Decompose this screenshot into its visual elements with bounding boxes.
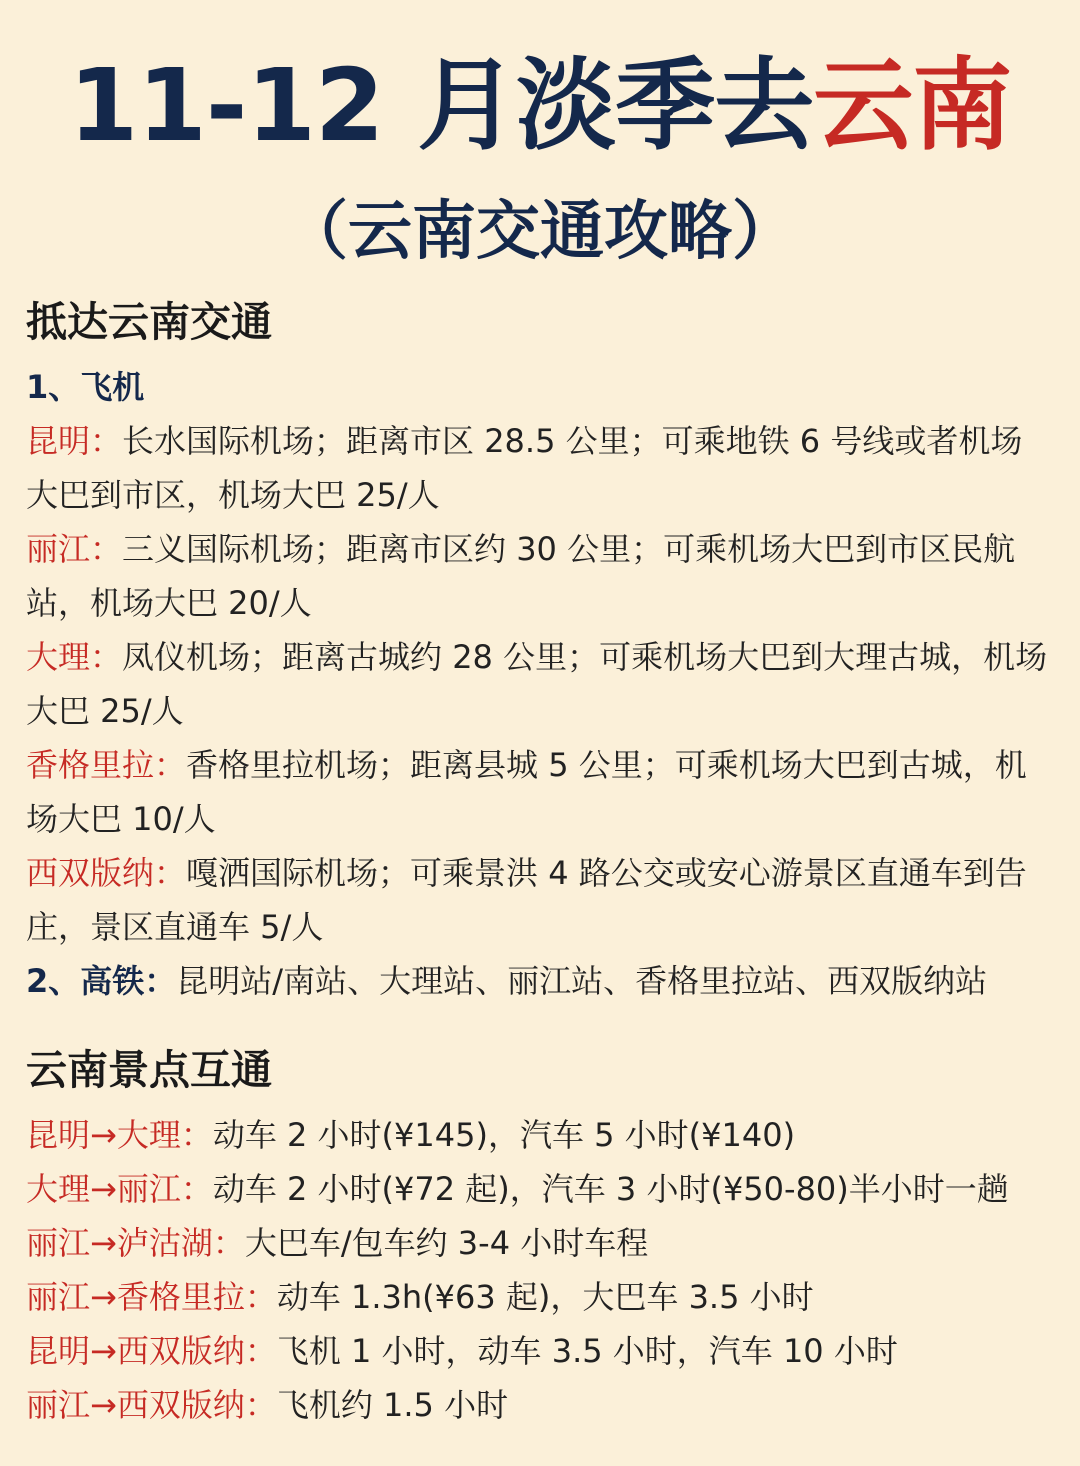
arrival-heading: 抵达云南交通 — [26, 298, 272, 346]
route-text: 大巴车/包车约 3-4 小时车程 — [244, 1224, 649, 1262]
entry-text: 凤仪机场；距离古城约 28 公里；可乘机场大巴到大理古城，机场大巴 25/人 — [26, 638, 1048, 730]
entry-text: 三义国际机场；距离市区约 30 公里；可乘机场大巴到市区民航站，机场大巴 20/人 — [26, 530, 1016, 622]
train-text: 昆明站/南站、大理站、丽江站、香格里拉站、西双版纳站 — [176, 962, 988, 1000]
route-label: 丽江→泸沽湖： — [26, 1224, 245, 1262]
entry-label: 丽江： — [26, 530, 123, 568]
train-label: 2、高铁： — [26, 962, 177, 1000]
route-text: 飞机约 1.5 小时 — [276, 1386, 509, 1424]
airport-entry-shangri-la — [26, 738, 1054, 846]
route-text: 动车 2 小时(¥72 起)，汽车 3 小时(¥50-80)半小时一趟 — [212, 1170, 1009, 1208]
route-label: 大理→丽江： — [26, 1170, 213, 1208]
route-label: 昆明→大理： — [26, 1116, 213, 1154]
title-accent: 云南 — [813, 47, 1012, 164]
route-text: 飞机 1 小时，动车 3.5 小时，汽车 10 小时 — [276, 1332, 898, 1370]
route-item — [26, 1162, 1054, 1216]
title-main: 11-12 月淡季去 — [68, 47, 814, 164]
entry-text: 香格里拉机场；距离县城 5 公里；可乘机场大巴到古城，机场大巴 10/人 — [26, 746, 1027, 838]
entry-label: 昆明： — [26, 422, 123, 460]
route-item — [26, 1324, 1054, 1378]
train-entry — [26, 954, 1054, 1008]
airport-entry-lijiang — [26, 522, 1054, 630]
route-item — [26, 1378, 1054, 1432]
page-subtitle: （云南交通攻略） — [284, 195, 796, 269]
plane-heading: 1、飞机 — [26, 368, 145, 406]
entry-label: 西双版纳： — [26, 854, 187, 892]
route-list — [26, 1108, 1054, 1432]
spots-heading: 云南景点互通 — [26, 1046, 272, 1094]
route-text: 动车 2 小时(¥145)，汽车 5 小时(¥140) — [212, 1116, 796, 1154]
airport-entry-xishuangbanna — [26, 846, 1054, 954]
entry-label: 大理： — [26, 638, 123, 676]
route-item — [26, 1270, 1054, 1324]
route-label: 昆明→西双版纳： — [26, 1332, 277, 1370]
entry-text: 嘎洒国际机场；可乘景洪 4 路公交或安心游景区直通车到告庄，景区直通车 5/人 — [26, 854, 1027, 946]
route-text: 动车 1.3h(¥63 起)，大巴车 3.5 小时 — [276, 1278, 814, 1316]
route-label: 丽江→西双版纳： — [26, 1386, 277, 1424]
entry-label: 香格里拉： — [26, 746, 187, 784]
page-title — [26, 0, 1054, 164]
route-item — [26, 1216, 1054, 1270]
route-item — [26, 1108, 1054, 1162]
entry-text: 长水国际机场；距离市区 28.5 公里；可乘地铁 6 号线或者机场大巴到市区，机场大巴 25/人 — [26, 422, 1023, 514]
airport-entry-kunming — [26, 414, 1054, 522]
route-label: 丽江→香格里拉： — [26, 1278, 277, 1316]
airport-entry-dali — [26, 630, 1054, 738]
